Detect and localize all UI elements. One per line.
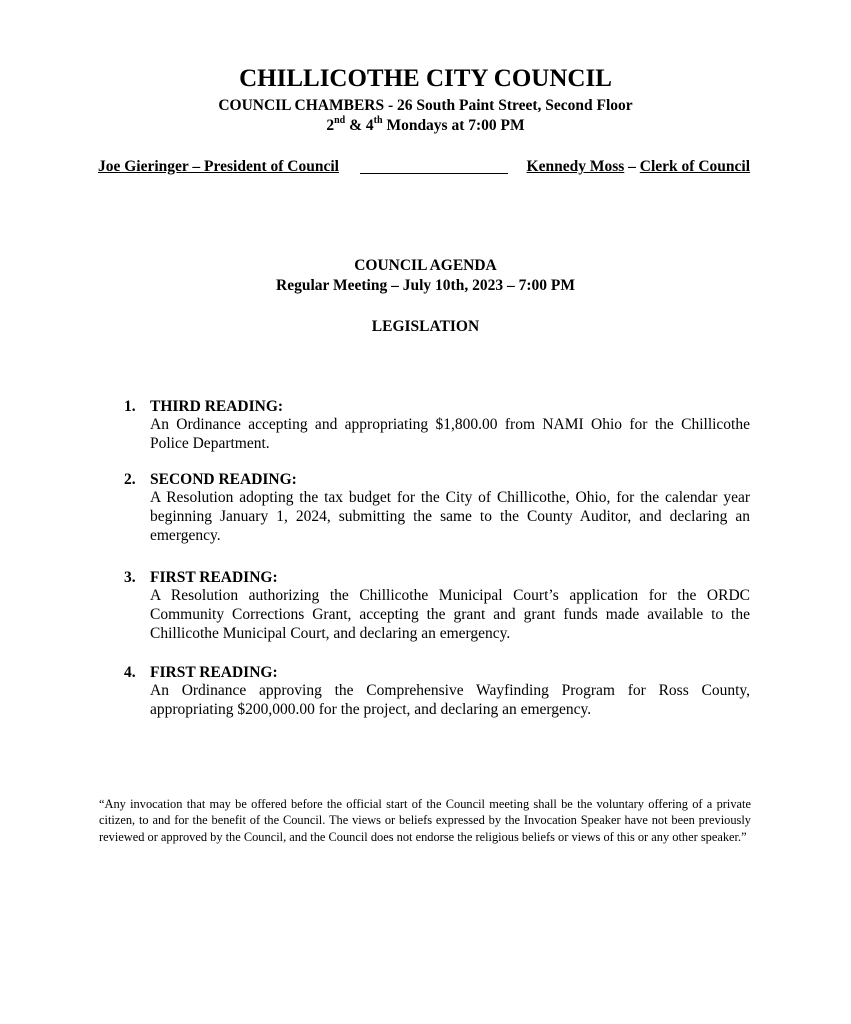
president-name: Joe Gieringer [98,158,189,175]
president-dash: – [188,158,205,175]
schedule-middle: & 4 [345,117,374,134]
schedule-prefix-sup: nd [334,114,346,126]
schedule-suffix: Mondays at 7:00 PM [382,117,525,134]
meeting-date-line: Regular Meeting – July 10th, 2023 – 7:00 PM [276,277,575,294]
agenda-item-number: 2. [124,471,136,488]
agenda-item-text: An Ordinance approving the Comprehensive Wayfinding Program for Ross County, appropriating $200,000.00 for the project, and declaring an emergency. [150,682,750,718]
legislation-heading: LEGISLATION [371,318,480,335]
clerk-line [527,157,750,176]
agenda-item-heading: THIRD READING: [150,398,284,415]
president-title: President of Council [204,158,339,175]
agenda-item-text: A Resolution authorizing the Chillicothe Municipal Court’s application for the ORDC Community Corrections Grant, accepting the grant and grant funds made available to the Chillicothe Municipal Court, and declaring an emergency. [150,587,750,642]
agenda-item-heading: SECOND READING: [150,471,297,488]
agenda-item-heading: FIRST READING: [150,569,278,586]
schedule-prefix: 2 [326,117,335,134]
officer-divider-line [360,173,508,174]
agenda-item-heading: FIRST READING: [150,664,278,681]
schedule-middle-sup: th [373,114,383,126]
clerk-dash: – [624,158,640,175]
chambers-address: COUNCIL CHAMBERS - 26 South Paint Street, Second Floor [218,97,633,114]
clerk-title: Clerk of Council [639,158,750,175]
meeting-schedule [0,116,851,135]
agenda-item-text: An Ordinance accepting and appropriating $1,800.00 from NAMI Ohio for the Chillicothe Police Department. [150,416,750,452]
agenda-item-number: 4. [124,664,136,681]
president-line [98,157,339,176]
agenda-title: COUNCIL AGENDA [354,257,497,274]
agenda-item-text: A Resolution adopting the tax budget for the City of Chillicothe, Ohio, for the calendar year beginning January 1, 2024, submitting the same to the County Auditor, and declaring an emergency. [150,489,750,544]
agenda-item-number: 1. [124,398,136,415]
clerk-name: Kennedy Moss [526,158,625,175]
page-title: CHILLICOTHE CITY COUNCIL [239,65,612,92]
invocation-disclaimer: “Any invocation that may be offered before the official start of the Council meeting shall be the voluntary offering of a private citizen, to and for the benefit of the Council. The views or beliefs expressed by the Invocation Speaker have not been previously reviewed or approved by the Council, and the Council does not endorse the religious beliefs or views of this or any other speaker.” [99,797,751,844]
agenda-item-number: 3. [124,569,136,586]
